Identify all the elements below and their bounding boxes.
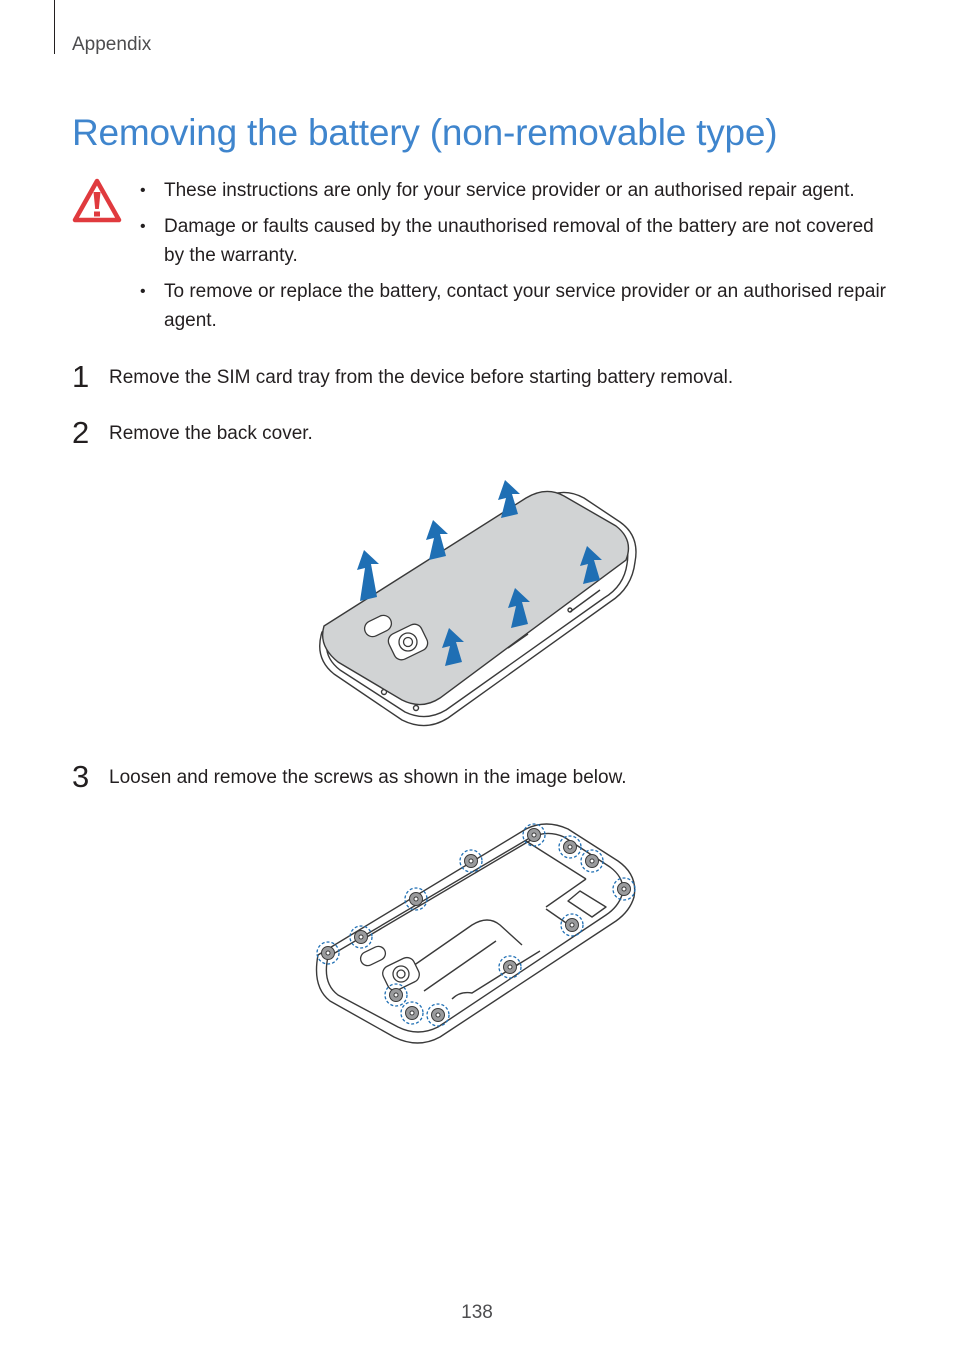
screw-icon bbox=[559, 836, 581, 858]
warning-item: • To remove or replace the battery, contact your service provider or an authorised repair agent. bbox=[140, 280, 886, 331]
warning-item: • Damage or faults caused by the unauthorised removal of the battery are not covered by the warranty. bbox=[140, 215, 874, 266]
warning-list bbox=[138, 176, 898, 342]
screw-icon bbox=[523, 824, 545, 846]
screw-icon bbox=[613, 878, 635, 900]
arrow-up-icon bbox=[498, 480, 520, 518]
section-label: Appendix bbox=[72, 34, 152, 55]
step-text: Remove the back cover. bbox=[109, 423, 313, 444]
warning-triangle-icon bbox=[72, 178, 122, 224]
back-cover-removal-illustration bbox=[300, 470, 650, 735]
step-number: 1 bbox=[72, 359, 90, 394]
step-number: 3 bbox=[72, 759, 90, 794]
warning-item: • These instructions are only for your service provider or an authorised repair agent. bbox=[140, 180, 855, 201]
screw-icon bbox=[405, 888, 427, 910]
screws bbox=[317, 824, 635, 1026]
step-text: Remove the SIM card tray from the device before starting battery removal. bbox=[109, 367, 734, 388]
arrow-up-icon bbox=[426, 520, 448, 560]
arrow-up-icon bbox=[357, 550, 379, 601]
page-title: Removing the battery (non-removable type) bbox=[72, 112, 778, 153]
step-text: Loosen and remove the screws as shown in the image below. bbox=[109, 767, 627, 788]
header-rule bbox=[54, 0, 55, 54]
screw-icon bbox=[401, 1002, 423, 1024]
page-number: 138 bbox=[461, 1302, 493, 1323]
screw-locations-illustration bbox=[300, 815, 650, 1050]
step-number: 2 bbox=[72, 415, 90, 450]
